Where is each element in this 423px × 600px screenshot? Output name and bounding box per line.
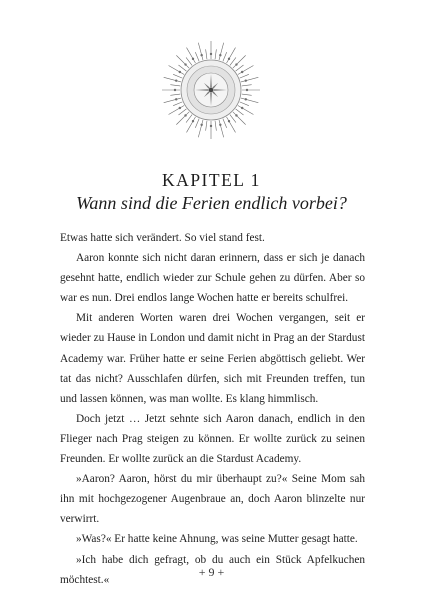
folio-ornament-right-icon: + [217,565,225,579]
folio-number: 9 [208,565,215,579]
paragraph: »Was?« Er hatte keine Ahnung, was seine Mutter gesagt hatte. [76,533,358,546]
folio-ornament-left-icon: + [198,565,206,579]
paragraph: »Aaron? Aaron, hörst du mir überhaupt zu?« Seine Mom sah ihn mit hochgezogener Augenbraue an, doch Aaron blinzelte nur verwirrt. [60,473,365,526]
paragraph: Doch jetzt … Jetzt sehnte sich Aaron danach, endlich in den Flieger nach Prag steigen zu können. Er wollte zurück zu seinen Freunden. Er wollte zurück an die Stardust Academy. [60,412,365,466]
paragraph: »Ich habe dich gefragt, ob du auch ein Stück Apfelkuchen möchtest.« [60,553,365,586]
page-number [0,565,423,580]
paragraph: Mit anderen Worten waren drei Wochen vergangen, seit er wieder zu Hause in London und damit nicht in Prag an der Stardust Academy war. Früher hatte er seine Ferien abgöttisch geliebt. Wer tat das nicht? Ausschlafen dürfen, sich mit Freunden treffen, tun und lassen können, was man wollte. Es klang himmlisch. [60,312,365,405]
chapter-number: KAPITEL 1 [162,170,261,190]
compass-sun-ornament-icon [161,40,261,140]
paragraph: Aaron konnte sich nicht daran erinnern, dass er sich je danach gesehnt hatte, endlich wieder zur Schule gehen zu dürfen. Aber so war es nun. Drei endlos lange Wochen hatte er bereits schulfrei. [60,252,365,305]
chapter-title: Wann sind die Ferien endlich vorbei? [76,193,347,213]
paragraph: Etwas hatte sich verändert. So viel stand fest. [60,232,265,244]
chapter-heading [0,170,423,215]
body-text [60,228,365,590]
